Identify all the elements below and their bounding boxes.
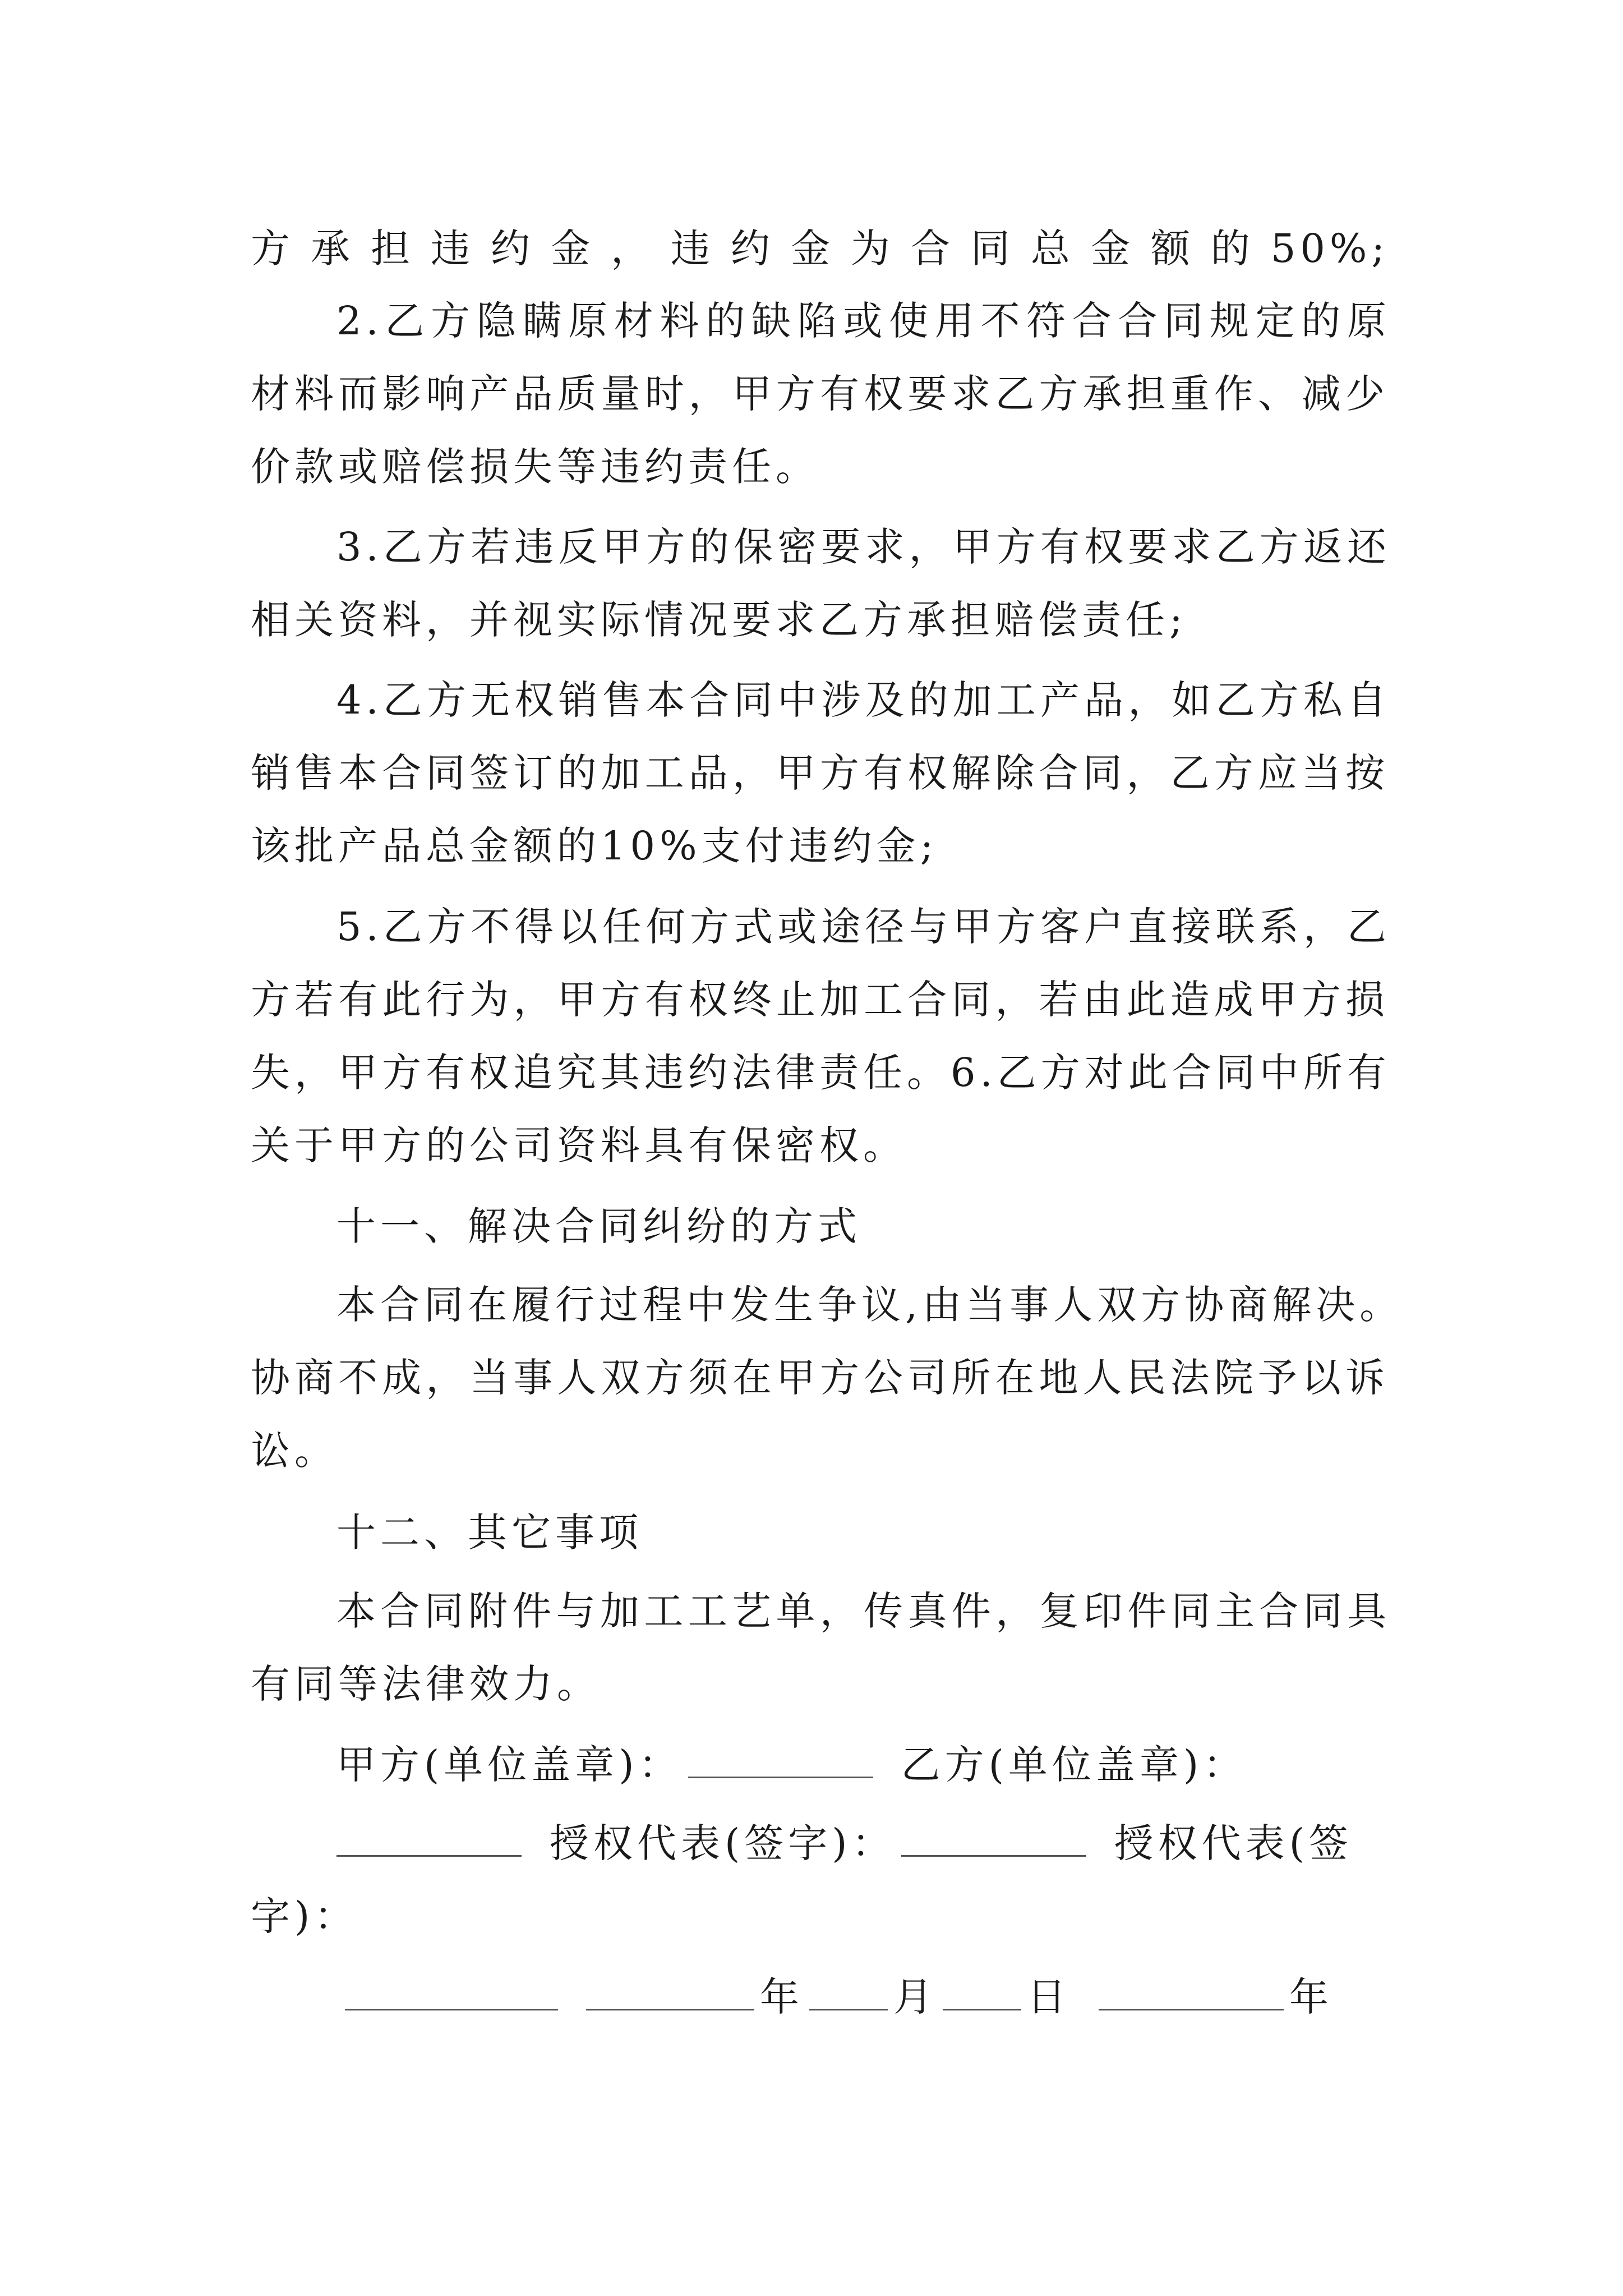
paragraph-line: 方若有此行为，甲方有权终止加工合同，若由此造成甲方损 [251,977,1389,1023]
day-label: 日 [1027,1974,1071,2020]
section-heading: 十二、其它事项 [336,1510,643,1556]
paragraph-line: 相关资料，并视实际情况要求乙方承担赔偿责任; [251,597,1187,643]
signature-line-reps-cont [251,1888,1389,1944]
paragraph-line: 协商不成，当事人双方须在甲方公司所在地人民法院予以诉 [251,1355,1389,1401]
rep-a-sign-blank [901,1820,1086,1857]
paragraph-line: 4.乙方无权销售本合同中涉及的加工产品，如乙方私自 [336,677,1391,723]
rep-a-label: 授权代表(签字)： [550,1820,896,1866]
paragraph-line: 价款或赔偿损失等违约责任。 [251,444,819,490]
paragraph-line: 有同等法律效力。 [251,1661,601,1707]
paragraph-line: 本合同附件与加工工艺单，传真件，复印件同主合同具 [336,1588,1391,1634]
paragraph-line: 本合同在履行过程中发生争议,由当事人双方协商解决。 [336,1282,1404,1328]
paragraph-line: 2.乙方隐瞒原材料的缺陷或使用不符合合同规定的原 [336,298,1391,344]
month-label: 月 [893,1974,937,2020]
rep-b-label-cont: 字)： [251,1893,358,1939]
month-blank [809,1974,888,2010]
paragraph-line: 讼。 [251,1428,338,1474]
rep-b-label: 授权代表(签 [1114,1820,1353,1866]
party-b-seal-blank [336,1820,522,1857]
party-a-seal-blank [688,1742,873,1778]
party-a-label: 甲方(单位盖章)： [336,1742,683,1788]
year2-blank [1099,1974,1284,2010]
signature-line-reps [336,1815,1391,1871]
paragraph-line: 销售本合同签订的加工品，甲方有权解除合同，乙方应当按 [251,750,1389,796]
paragraph-line: 3.乙方若违反甲方的保密要求，甲方有权要求乙方返还 [336,524,1391,570]
party-b-label: 乙方(单位盖章)： [901,1742,1247,1788]
signature-line-dates [336,1969,1391,2025]
paragraph-line: 5.乙方不得以任何方式或途径与甲方客户直接联系，乙 [336,904,1391,950]
paragraph-line: 该批产品总金额的10%支付违约金; [251,823,938,869]
paragraph-line: 关于甲方的公司资料具有保密权。 [251,1122,907,1168]
signature-line-parties [336,1737,1391,1793]
paragraph-line: 方承担违约金，违约金为合同总金额的50%; [251,226,1389,272]
paragraph-line: 失，甲方有权追究其违约法律责任。6.乙方对此合同中所有 [251,1050,1391,1096]
year-blank [586,1974,754,2010]
day-blank [943,1974,1021,2010]
rep-b-sign-blank [345,1974,558,2010]
year-label: 年 [760,1974,804,2020]
paragraph-line: 材料而影响产品质量时，甲方有权要求乙方承担重作、减少 [251,371,1389,417]
section-heading: 十一、解决合同纠纷的方式 [336,1203,861,1249]
year2-label: 年 [1289,1974,1333,2020]
